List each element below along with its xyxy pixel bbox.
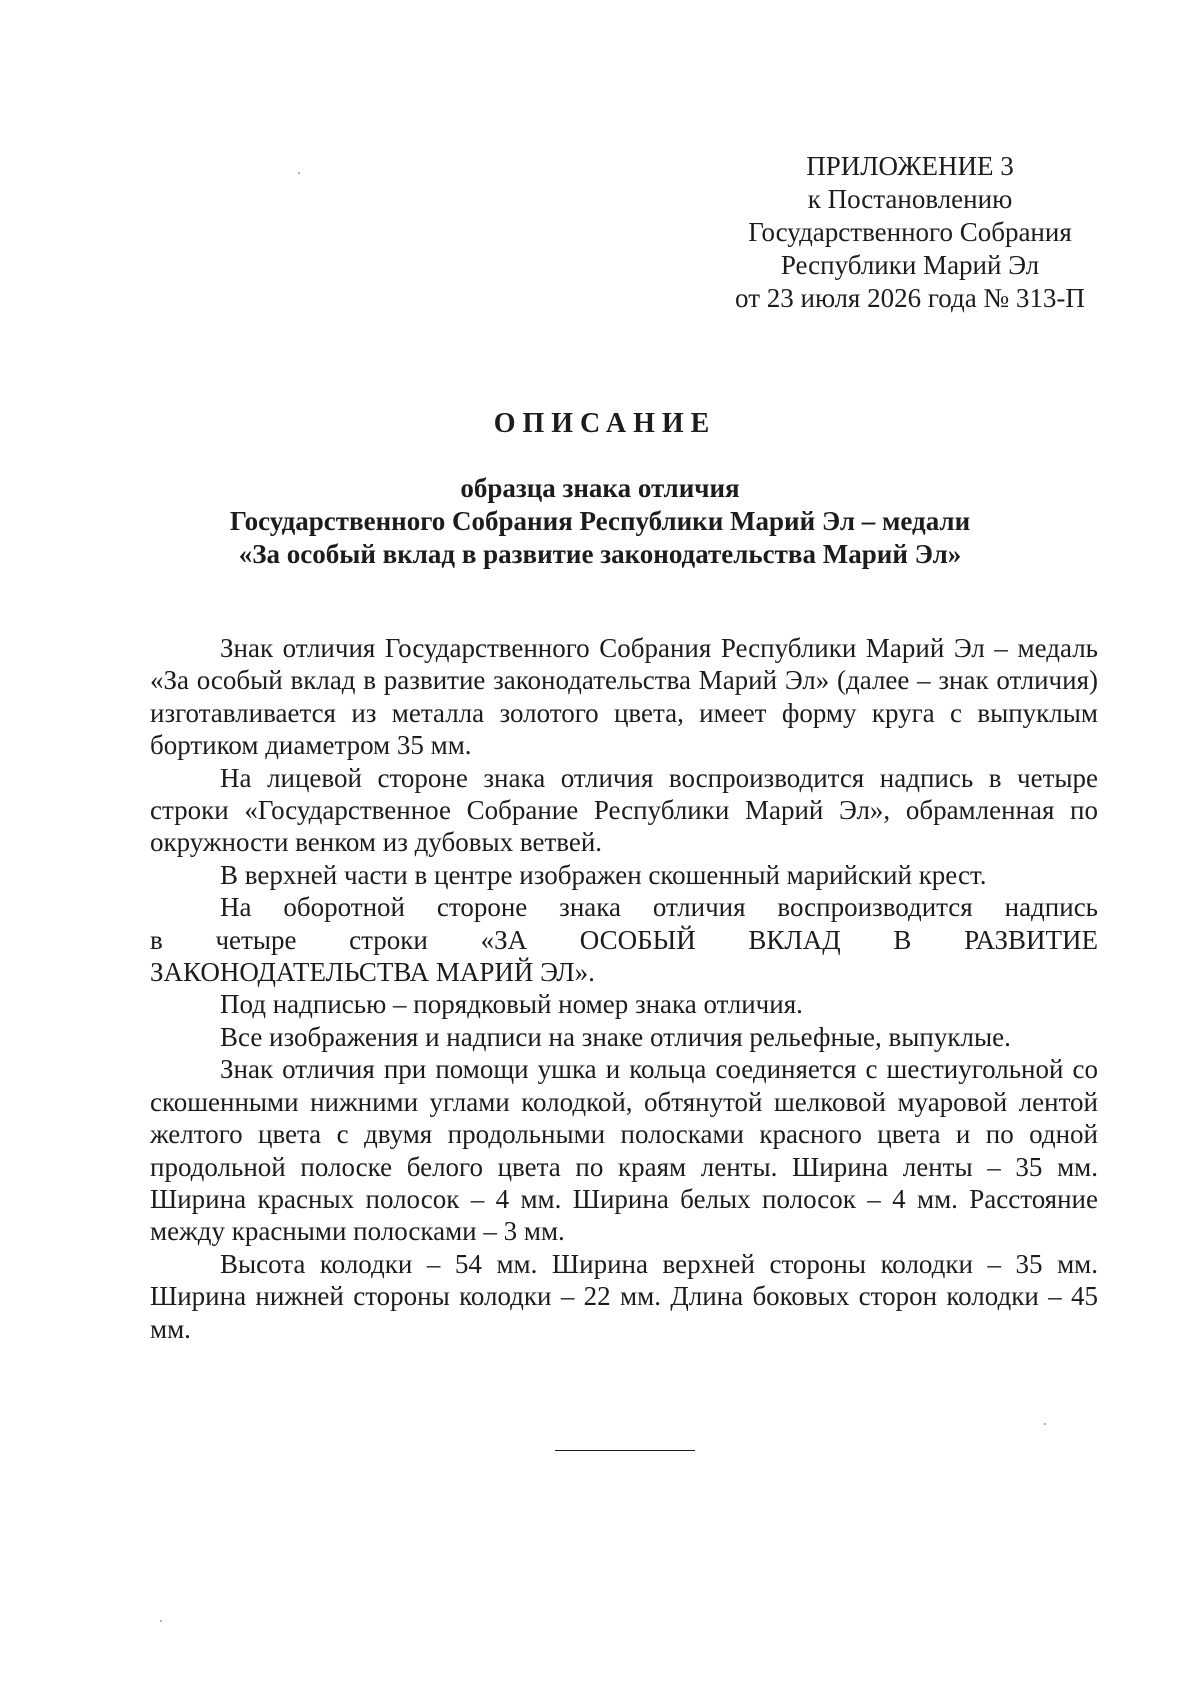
- appendix-reference: к Постановлению: [807, 184, 1013, 214]
- subtitle-line-1: образца знака отличия: [460, 473, 740, 503]
- document-title: ОПИСАНИЕ: [493, 408, 717, 439]
- appendix-header: [700, 150, 1120, 315]
- document-subtitle: [0, 472, 1200, 571]
- subtitle-line-3: «За особый вклад в развитие законодательства Марий Эл»: [238, 539, 962, 569]
- paragraph-reverse-line-3: ЗАКОНОДАТЕЛЬСТВА МАРИЙ ЭЛ».: [150, 957, 595, 988]
- appendix-date-number: от 23 июля 2026 года № 313-П: [735, 283, 1085, 313]
- appendix-republic: Республики Марий Эл: [780, 250, 1040, 280]
- appendix-issuer: Государственного Собрания: [748, 217, 1072, 247]
- paragraph-block-dimensions: Высота колодки – 54 мм. Ширина верхней стороны колодки – 35 мм. Ширина нижней стороны колодки – 22 мм. Длина боковых сторон колодки – 45 мм.: [150, 1248, 1098, 1344]
- paragraph-obverse: На лицевой стороне знака отличия воспроизводится надпись в четыре строки «Государственное Собрание Республики Марий Эл», обрамленная по окружности венком из дубовых ветвей.: [150, 762, 1098, 858]
- paragraph-material: Знак отличия Государственного Собрания Республики Марий Эл – медаль «За особый вклад в развитие законодательства Марий Эл» (далее – знак отличия) изготавливается из металла золотого цвета, имеет форму круга с выпуклым бортиком диаметром 35 мм.: [150, 633, 1098, 761]
- scan-speck: [298, 172, 300, 174]
- paragraph-ribbon: Знак отличия при помощи ушка и кольца соединяется с шестиугольной со скошенными нижними углами колодкой, обтянутой шелковой муаровой лентой желтого цвета с двумя продольными полосками красного цвета и по одной продольной полоске белого цвета по краям ленты. Ширина ленты – 35 мм. Ширина красных полосок – 4 мм. Ширина белых полосок – 4 мм. Расстояние между красными полосками – 3 мм.: [150, 1054, 1098, 1247]
- paragraph-reverse-line-1: На оборотной стороне знака отличия воспроизводится надпись: [220, 892, 1098, 923]
- scan-speck: [160, 1620, 162, 1622]
- paragraph-cross: В верхней части в центре изображен скошенный марийский крест.: [220, 859, 987, 890]
- paragraph-relief: Все изображения и надписи на знаке отличия рельефные, выпуклые.: [220, 1021, 1011, 1052]
- scan-speck: [1044, 1423, 1046, 1425]
- paragraph-reverse-line-2: в четыре строки «ЗА ОСОБЫЙ ВКЛАД В РАЗВИТИЕ: [150, 924, 1098, 955]
- paragraph-serial-number: Под надписью – порядковый номер знака отличия.: [220, 989, 803, 1020]
- document-body: [150, 632, 1098, 1345]
- end-rule: [555, 1450, 695, 1451]
- appendix-number: ПРИЛОЖЕНИЕ 3: [806, 151, 1014, 181]
- subtitle-line-2: Государственного Собрания Республики Марий Эл – медали: [229, 506, 971, 536]
